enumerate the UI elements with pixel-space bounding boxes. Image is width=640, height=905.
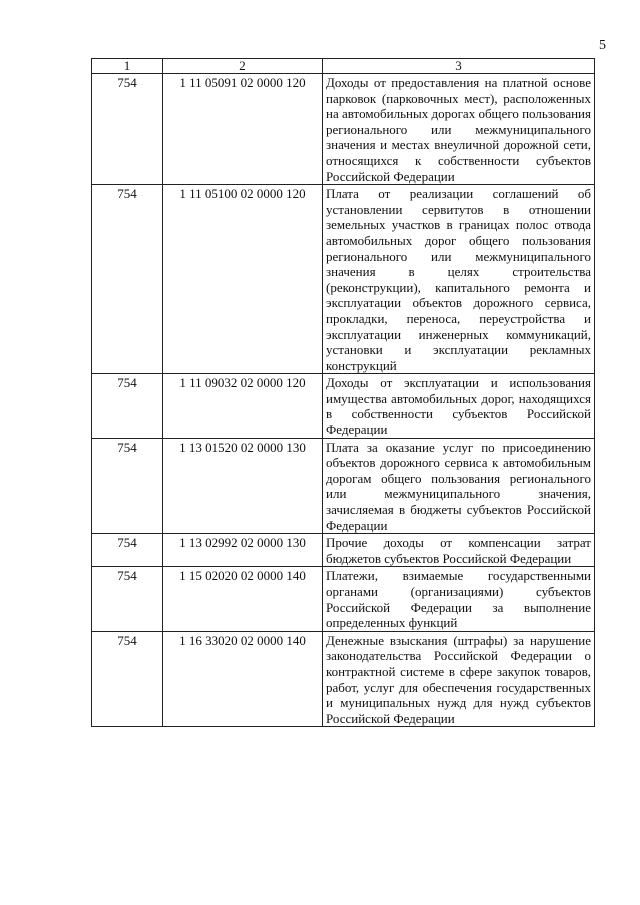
table-row: [92, 567, 595, 631]
revenue-code-cell: 1 16 33020 02 0000 140: [163, 631, 323, 727]
column-header-2: 2: [163, 59, 323, 74]
revenue-code-cell: 1 11 05091 02 0000 120: [163, 74, 323, 185]
revenue-code-cell: 1 13 01520 02 0000 130: [163, 438, 323, 534]
revenue-codes-table: [91, 58, 595, 727]
page-number: 5: [599, 38, 606, 53]
table-header-row: [92, 59, 595, 74]
admin-code-cell: 754: [92, 567, 163, 631]
revenue-name-cell: Доходы от эксплуатации и использования имущества автомобильных дорог, находящихся в собственности субъектов Российской Федерации: [323, 374, 595, 438]
admin-code-cell: 754: [92, 438, 163, 534]
revenue-name-cell: Прочие доходы от компенсации затрат бюджетов субъектов Российской Федерации: [323, 534, 595, 567]
admin-code-cell: 754: [92, 631, 163, 727]
table-row: [92, 631, 595, 727]
revenue-name-cell: Платежи, взимаемые государственными органами (организациями) субъектов Российской Федерации за выполнение определенных функций: [323, 567, 595, 631]
revenue-name-cell: Денежные взыскания (штрафы) за нарушение законодательства Российской Федерации о контрактной системе в сфере закупок товаров, работ, услуг для обеспечения государственных и муниципальных нужд для нужд субъектов Российской Федерации: [323, 631, 595, 727]
admin-code-cell: 754: [92, 374, 163, 438]
table-row: [92, 438, 595, 534]
revenue-code-cell: 1 15 02020 02 0000 140: [163, 567, 323, 631]
revenue-code-cell: 1 13 02992 02 0000 130: [163, 534, 323, 567]
revenue-code-cell: 1 11 05100 02 0000 120: [163, 185, 323, 374]
admin-code-cell: 754: [92, 74, 163, 185]
revenue-name-cell: Плата от реализации соглашений об установлении сервитутов в отношении земельных участков в границах полос отвода автомобильных дорог общего пользования регионального или межмуниципального значения в целях строительства (реконструкции), капитального ремонта и эксплуатации объектов дорожного сервиса, прокладки, переноса, переустройства и эксплуатации инженерных коммуникаций, установки и эксплуатации рекламных конструкций: [323, 185, 595, 374]
table-row: [92, 374, 595, 438]
table-row: [92, 534, 595, 567]
revenue-code-cell: 1 11 09032 02 0000 120: [163, 374, 323, 438]
column-header-1: 1: [92, 59, 163, 74]
table-row: [92, 74, 595, 185]
column-header-3: 3: [323, 59, 595, 74]
revenue-name-cell: Плата за оказание услуг по присоединению объектов дорожного сервиса к автомобильным дорогам общего пользования регионального или межмуниципального значения, зачисляемая в бюджеты субъектов Российской Федерации: [323, 438, 595, 534]
revenue-name-cell: Доходы от предоставления на платной основе парковок (парковочных мест), расположенных на автомобильных дорогах общего пользования регионального или межмуниципального значения и местах внеуличной дорожной сети, относящихся к собственности субъектов Российской Федерации: [323, 74, 595, 185]
admin-code-cell: 754: [92, 185, 163, 374]
table-row: [92, 185, 595, 374]
admin-code-cell: 754: [92, 534, 163, 567]
